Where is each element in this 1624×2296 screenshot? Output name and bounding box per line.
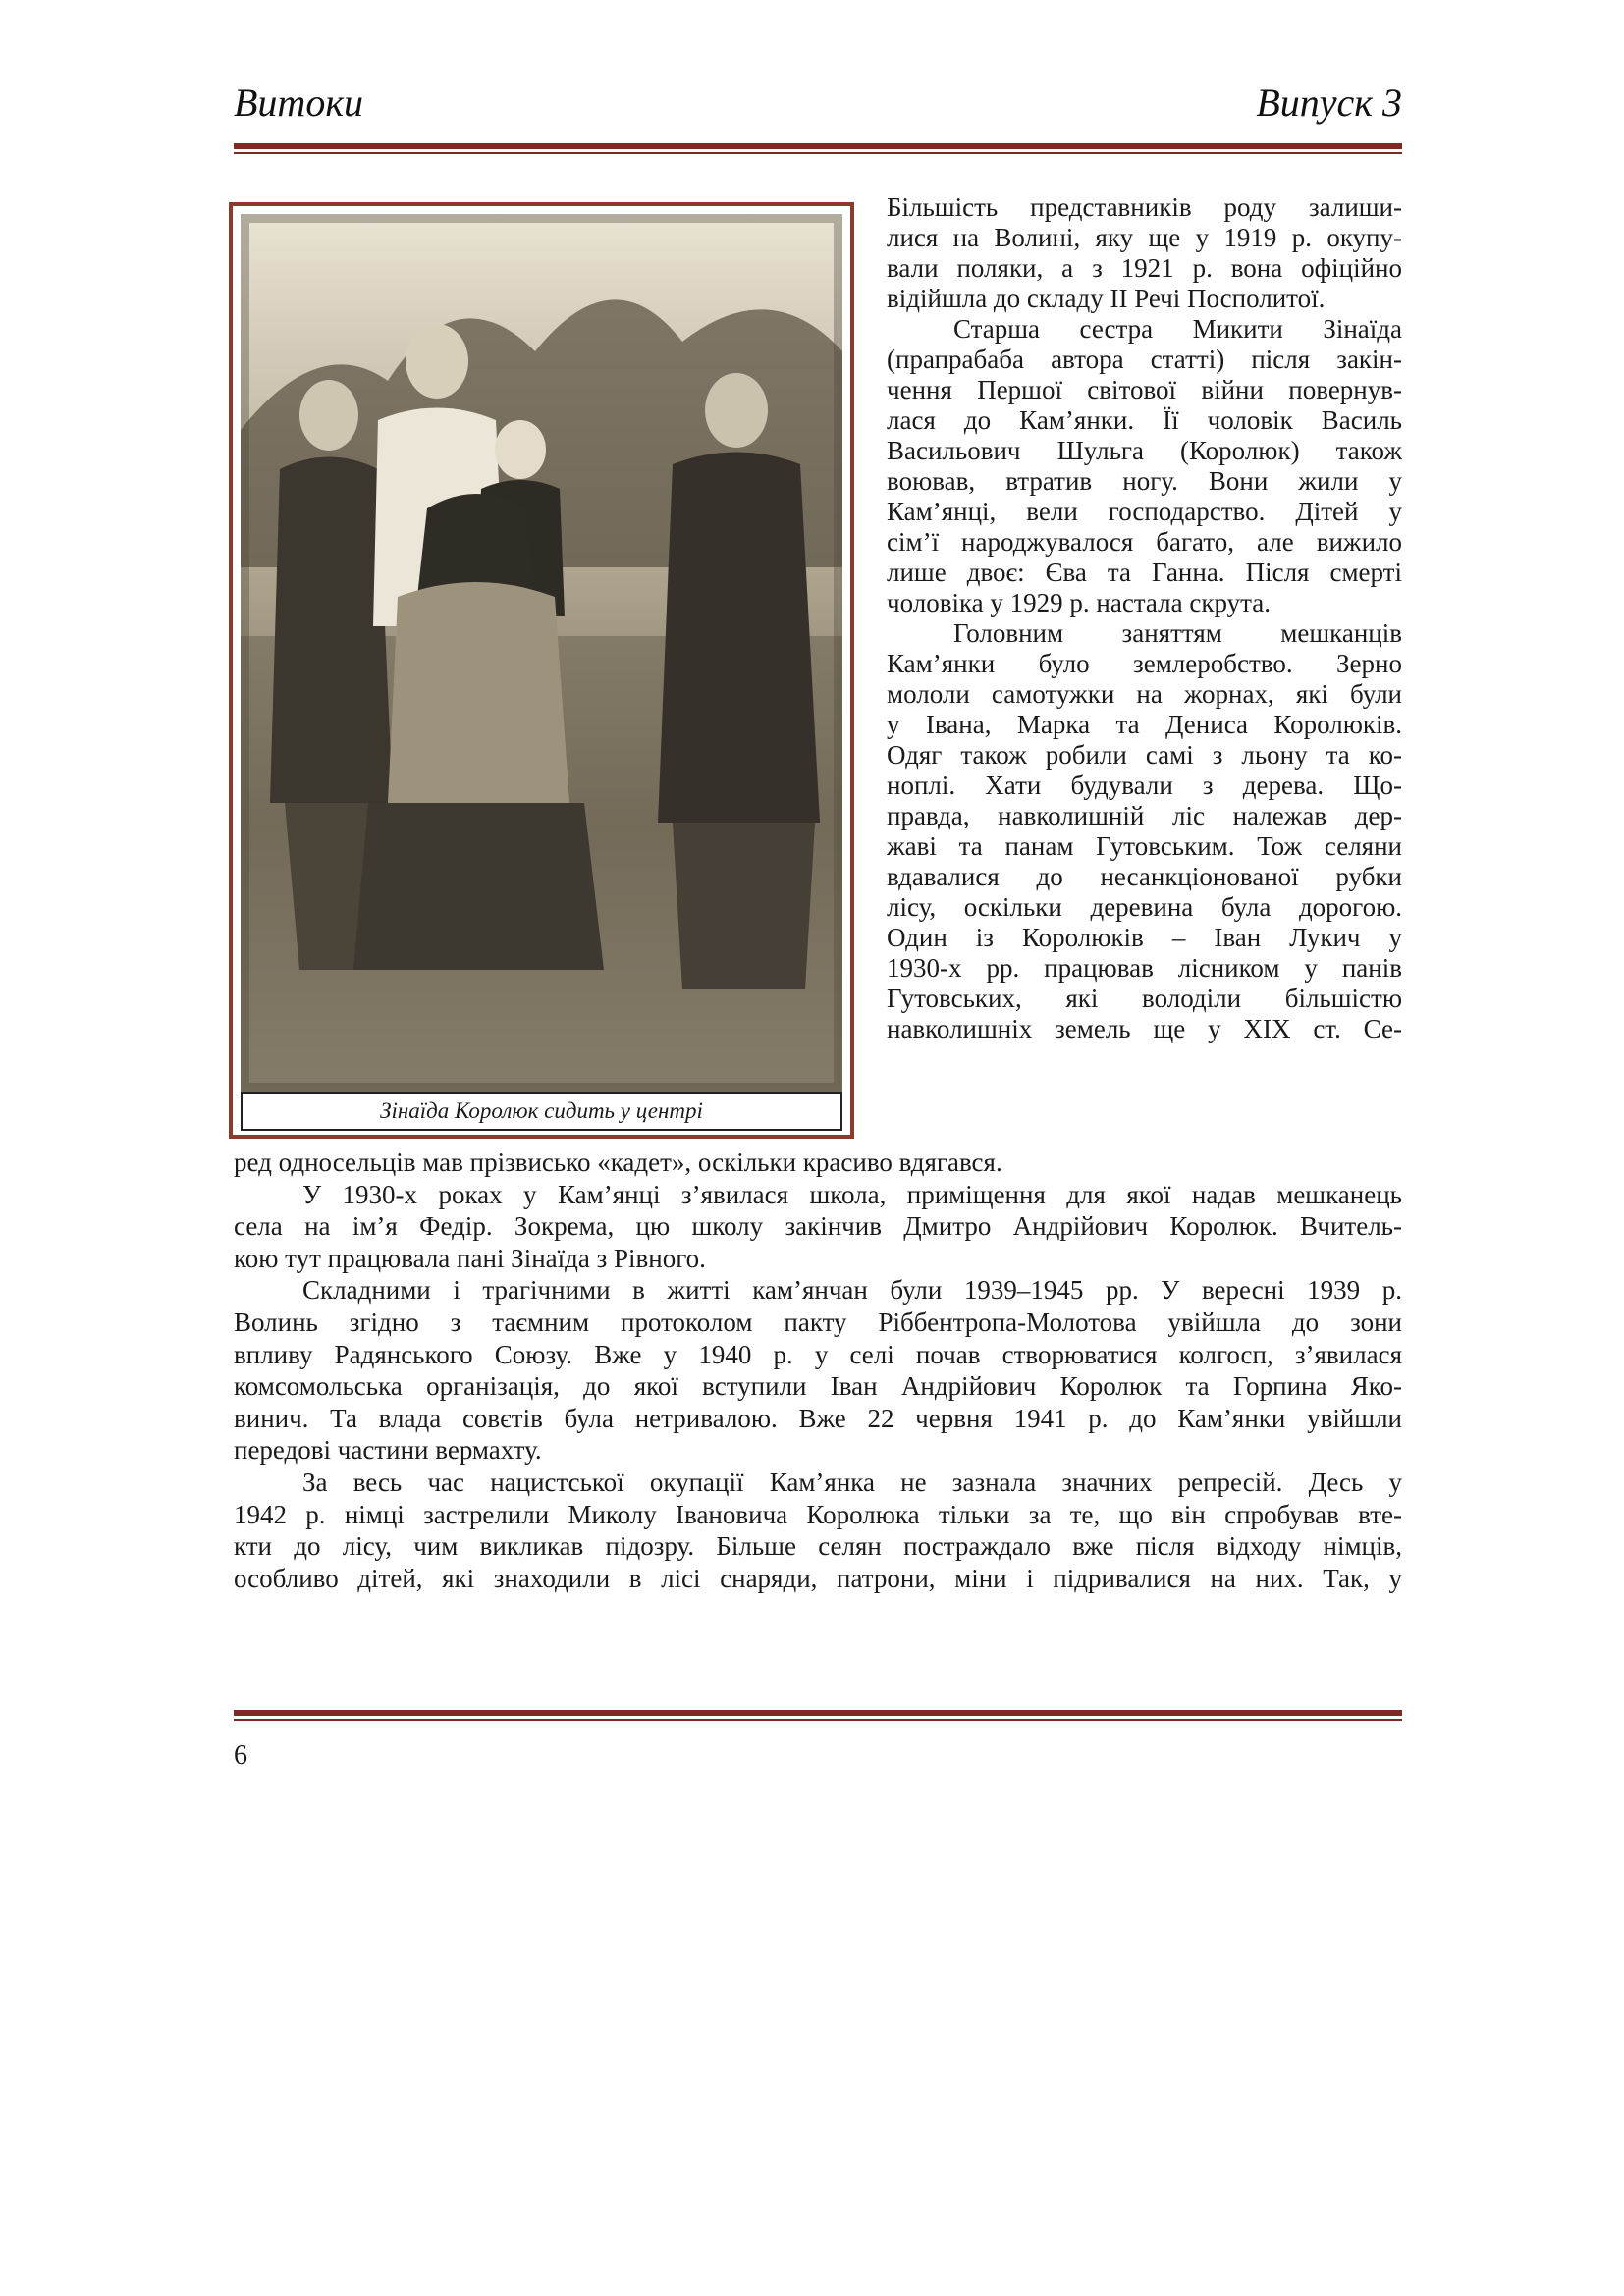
text-line: Кам’янці, вели господарство. Дітей у xyxy=(887,497,1402,526)
text-line: у Івана, Марка та Дениса Королюків. xyxy=(887,710,1402,739)
footer-rule xyxy=(234,1710,1402,1721)
text-line: кти до лісу, чим викликав підозру. Більше селян постраждало вже після відходу німців, xyxy=(234,1531,1402,1562)
figure-caption: Зінаїда Королюк сидить у центрі xyxy=(241,1092,842,1131)
text-line: Складними і трагічними в житті кам’янчан були 1939–1945 рр. У вересні 1939 р. xyxy=(302,1275,1402,1306)
text-line: (прапрабаба автора статті) після закін- xyxy=(887,345,1402,374)
text-line: кою тут працювала пані Зінаїда з Рівного. xyxy=(234,1243,706,1273)
text-line: Одяг також робили самі з льону та ко- xyxy=(887,740,1402,770)
figure-frame xyxy=(229,202,854,1139)
text-line: села на ім’я Федір. Зокрема, цю школу закінчив Дмитро Андрійович Королюк. Вчитель- xyxy=(234,1211,1402,1242)
text-line: лісу, оскільки деревина була дорогою. xyxy=(887,892,1402,922)
text-line: лася до Кам’янки. Її чоловік Василь xyxy=(887,405,1402,435)
text-line: Головним заняттям мешканців xyxy=(953,618,1402,648)
text-line: жаві та панам Гутовським. Тож селяни xyxy=(887,831,1402,861)
text-line: Васильович Шульга (Королюк) також xyxy=(887,436,1402,465)
text-line: Кам’янки було землеробство. Зерно xyxy=(887,649,1402,678)
text-line: вдавалися до несанкціонованої рубки xyxy=(887,862,1402,891)
page-number: 6 xyxy=(234,1740,247,1771)
text-line: Один із Королюків – Іван Лукич у xyxy=(887,923,1402,952)
text-line: особливо дітей, які знаходили в лісі снаряди, патрони, міни і підривалися на них. Так, у xyxy=(234,1563,1402,1593)
text-line: У 1930-х роках у Кам’янці з’явилася школа, приміщення для якої надав мешканець xyxy=(302,1179,1402,1209)
text-line: передові частини вермахту. xyxy=(234,1435,542,1466)
text-line: 1930-х рр. працював лісником у панів xyxy=(887,953,1402,983)
text-line: сім’ї народжувалося багато, але вижило xyxy=(887,527,1402,557)
text-line: Старша сестра Микити Зінаїда xyxy=(953,314,1402,344)
text-line: Гутовських, які володіли більшістю xyxy=(887,984,1402,1013)
full-width-text xyxy=(234,1147,1402,1594)
text-line: комсомольська організація, до якої вступили Іван Андрійович Королюк та Горпина Яко- xyxy=(234,1371,1402,1402)
issue-label: Випуск 3 xyxy=(1256,80,1402,125)
text-line: Волинь згідно з таємним протоколом пакту Ріббентропа-Молотова увійшла до зони xyxy=(234,1307,1402,1337)
text-line: 1942 р. німці застрелили Миколу Івановича Королюка тільки за те, що він спробував вте- xyxy=(234,1499,1402,1529)
text-line: відійшла до складу ІІ Речі Посполитої. xyxy=(887,284,1326,313)
text-line: За весь час нацистської окупації Кам’янка не зазнала значних репресій. Десь у xyxy=(302,1467,1402,1497)
text-line: мололи самотужки на жорнах, які були xyxy=(887,679,1402,709)
text-line: ноплі. Хати будували з дерева. Що- xyxy=(887,771,1402,800)
text-line: чоловіка у 1929 р. настала скрута. xyxy=(887,588,1271,617)
journal-title: Витоки xyxy=(234,80,364,125)
text-line: винич. Та влада совєтів була нетривалою. Вже 22 червня 1941 р. до Кам’янки увійшли xyxy=(234,1403,1402,1433)
text-line: навколишніх земель ще у ХІХ ст. Се- xyxy=(887,1014,1402,1043)
text-line: лися на Волині, яку ще у 1919 р. окупу- xyxy=(887,223,1402,252)
text-line: лише двоє: Єва та Ганна. Після смерті xyxy=(887,558,1402,587)
running-header xyxy=(234,79,1402,137)
text-line: вали поляки, а з 1921 р. вона офіційно xyxy=(887,253,1402,283)
header-rule xyxy=(234,143,1402,154)
text-line: впливу Радянського Союзу. Вже у 1940 р. у селі почав створюватися колгосп, з’явилася xyxy=(234,1339,1402,1369)
text-line: чення Першої світової війни повернув- xyxy=(887,375,1402,404)
right-column-text xyxy=(887,192,1402,1044)
text-line: правда, навколишній ліс належав дер- xyxy=(887,801,1402,830)
family-photo xyxy=(241,214,842,1092)
text-line: ред односельців мав прізвисько «кадет», оскільки красиво вдягався. xyxy=(234,1148,1002,1177)
text-line: воював, втратив ногу. Вони жили у xyxy=(887,466,1402,496)
text-line: Більшість представників роду залиши- xyxy=(887,192,1402,222)
